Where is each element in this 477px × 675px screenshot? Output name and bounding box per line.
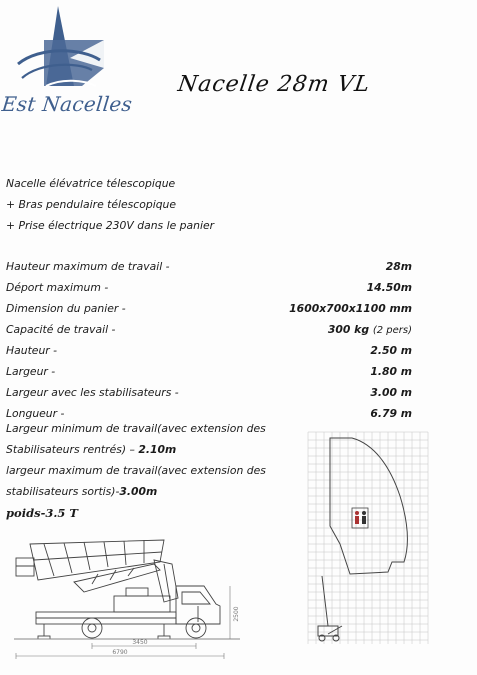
spec-value: 3.00 m [370,386,412,399]
spec-row [6,361,426,382]
spec-label: Hauteur maximum de travail - [6,260,170,273]
spec-label: Déport maximum - [6,281,109,294]
page-title: Nacelle 28m VL [176,72,372,97]
spec-label: Largeur avec les stabilisateurs - [6,386,179,399]
truck-side-drawing [14,530,240,664]
spec-label: Largeur - [6,365,56,378]
spec-value-note: (2 pers) [372,325,412,336]
working-width-notes [6,418,266,502]
intro-line: + Prise électrique 230V dans le panier [6,219,215,232]
dim-wheelbase: 3450 [132,639,148,646]
intro-line: + Bras pendulaire télescopique [6,198,177,211]
spec-row [6,277,426,298]
note-line: Largeur minimum de travail(avec extension des [6,422,266,435]
spec-value: 6.79 m [370,407,412,420]
dim-total-length: 6790 [112,649,128,656]
spec-table [6,256,426,424]
spec-value: 2.50 m [370,344,412,357]
dim-height: 2500 [233,606,240,622]
note-line [6,481,246,502]
spec-label: Hauteur - [6,344,58,357]
spec-value: 28m [385,260,412,273]
spec-value-main: 300 kg [327,323,370,336]
spec-label: Dimension du panier - [6,302,126,315]
spec-row [6,382,426,403]
spec-row [6,340,426,361]
note-text: stabilisateurs sortis)- [6,485,120,498]
brand-logo [0,0,140,140]
truck-drawing-icon [14,530,240,664]
spec-value [328,319,412,341]
basket-icon [352,508,368,528]
intro-list [6,173,306,236]
intro-line: Nacelle élévatrice télescopique [6,177,176,190]
logo-mark-icon [0,0,140,140]
spec-label: Longueur - [6,407,65,420]
note-text: Stabilisateurs rentrés) – [6,443,135,456]
spec-value: 14.50m [366,281,412,294]
note-line: largeur maximum de travail(avec extension des [6,464,266,477]
spec-label: Capacité de travail - [6,323,116,336]
spec-row [6,298,426,319]
note-line [6,439,246,460]
spec-row [6,256,426,277]
note-value: 3.00m [119,485,158,498]
note-value: 2.10m [138,443,177,456]
working-envelope-diagram [300,426,444,656]
spec-value: 1.80 m [370,365,412,378]
weight-label: poids-3.5 T [6,506,78,520]
brand-name: Est Nacelles [0,92,134,116]
envelope-chart-icon [300,426,444,656]
spec-row [6,319,426,340]
spec-value: 1600x700x1100 mm [289,302,412,315]
